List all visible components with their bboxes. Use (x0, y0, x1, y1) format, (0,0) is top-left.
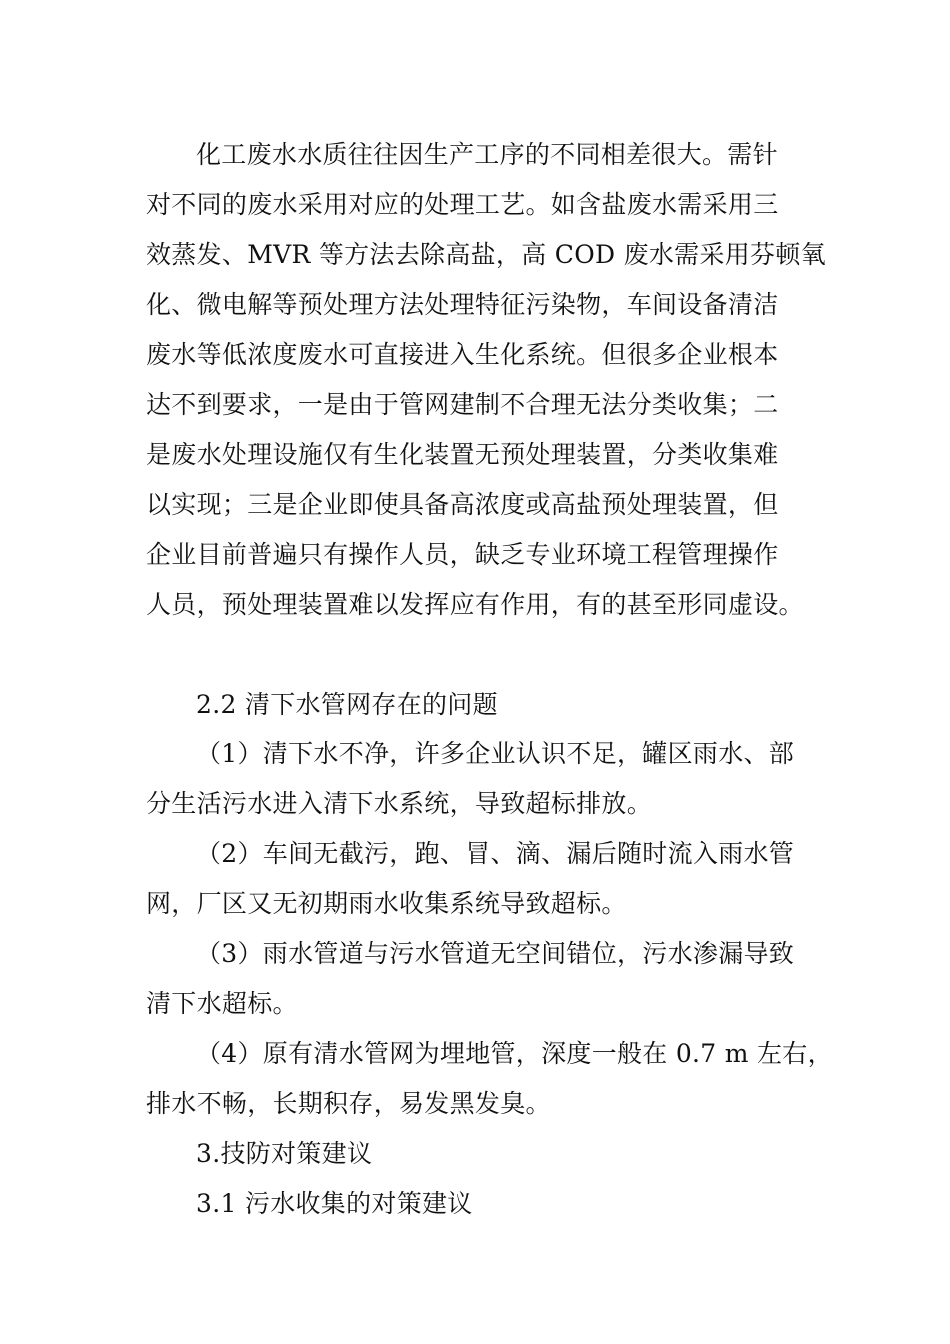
section-heading-2-2: 2.2 清下水管网存在的问题 (196, 690, 498, 719)
para1-line-2: 对不同的废水采用对应的处理工艺。如含盐废水需采用三 (146, 190, 779, 219)
para1-line-7: 是废水处理设施仅有生化装置无预处理装置，分类收集难 (146, 440, 779, 469)
item4-line-1: （4）原有清水管网为埋地管，深度一般在 0.7 m 左右， (196, 1039, 833, 1068)
item3-line-1: （3）雨水管道与污水管道无空间错位，污水渗漏导致 (196, 939, 795, 968)
section-heading-3-1: 3.1 污水收集的对策建议 (196, 1189, 473, 1218)
para1-line-3: 效蒸发、MVR 等方法去除高盐，高 COD 废水需采用芬顿氧 (146, 240, 826, 269)
item1-line-1: （1）清下水不净，许多企业认识不足，罐区雨水、部 (196, 739, 795, 768)
item2-line-2: 网，厂区又无初期雨水收集系统导致超标。 (146, 889, 627, 918)
item2-line-1: （2）车间无截污，跑、冒、滴、漏后随时流入雨水管 (196, 839, 795, 868)
para1-line-6: 达不到要求，一是由于管网建制不合理无法分类收集；二 (146, 390, 779, 419)
section-heading-3: 3.技防对策建议 (196, 1139, 373, 1168)
item1-line-2: 分生活污水进入清下水系统，导致超标排放。 (146, 789, 653, 818)
para1-line-9: 企业目前普遍只有操作人员，缺乏专业环境工程管理操作 (146, 540, 779, 569)
para1-line-1: 化工废水水质往往因生产工序的不同相差很大。需针 (196, 140, 778, 169)
para1-line-4: 化、微电解等预处理方法处理特征污染物，车间设备清洁 (146, 290, 779, 319)
item4-line-2: 排水不畅，长期积存，易发黑发臭。 (146, 1089, 551, 1118)
para1-line-5: 废水等低浓度废水可直接进入生化系统。但很多企业根本 (146, 340, 779, 369)
item3-line-2: 清下水超标。 (146, 989, 298, 1018)
para1-line-10: 人员，预处理装置难以发挥应有作用，有的甚至形同虚设。 (146, 590, 804, 619)
para1-line-8: 以实现；三是企业即使具备高浓度或高盐预处理装置，但 (146, 490, 779, 519)
